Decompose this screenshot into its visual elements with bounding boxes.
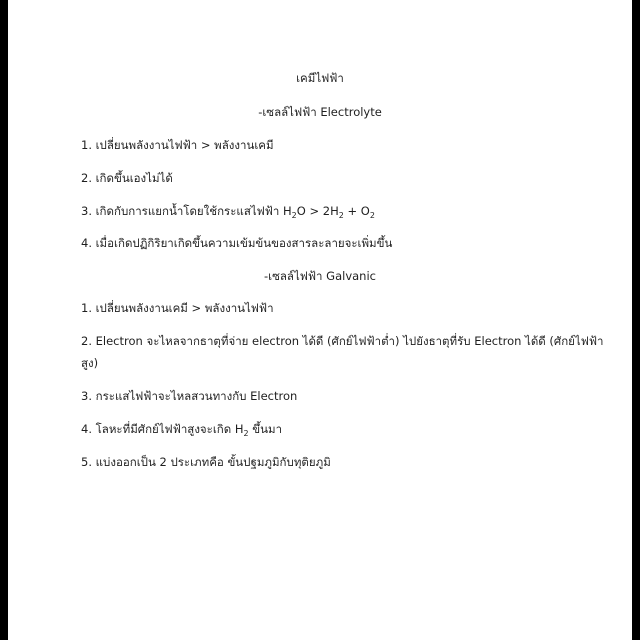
- electrolyte-item-4: 4. เมื่อเกิดปฏิกิริยาเกิดขึ้นความเข้มข้นของสารละลายจะเพิ่มขึ้น: [81, 236, 393, 250]
- electrolyte-item-2: 2. เกิดขึ้นเองไม่ได้: [81, 171, 173, 185]
- electrolyte-item-3-text: 3. เกิดกับการแยกน้ำโดยใช้กระแสไฟฟ้า H: [81, 204, 292, 218]
- formula-middle: O > 2H: [296, 204, 339, 218]
- left-black-border: [0, 0, 8, 640]
- galvanic-item-2-continued: สูง): [81, 356, 99, 370]
- section-heading-galvanic: -เซลล์ไฟฟ้า Galvanic: [264, 269, 376, 283]
- galvanic-item-5: 5. แบ่งออกเป็น 2 ประเภทคือ ขั้นปฐมภูมิกับทุติยภูมิ: [81, 455, 331, 469]
- formula-plus-o: + O: [343, 204, 370, 218]
- galvanic-item-4-tail: ขึ้นมา: [248, 422, 283, 436]
- formula-sub-h2o: 2: [291, 211, 297, 220]
- galvanic-item-4: [81, 421, 282, 437]
- formula-sub-o2: 2: [369, 211, 375, 220]
- document-page: [8, 0, 632, 640]
- electrolyte-item-1: 1. เปลี่ยนพลังงานไฟฟ้า > พลังงานเคมี: [81, 138, 274, 152]
- section-heading-electrolyte: -เซลล์ไฟฟ้า Electrolyte: [258, 105, 382, 119]
- right-black-border: [632, 0, 640, 640]
- galvanic-item-1: 1. เปลี่ยนพลังงานเคมี > พลังงานไฟฟ้า: [81, 301, 274, 315]
- document-title: เคมีไฟฟ้า: [296, 71, 344, 85]
- galvanic-item-2: 2. Electron จะไหลจากธาตุที่จ่าย electron ได้ดี (ศักย์ไฟฟ้าต่ำ) ไปยังธาตุที่รับ Electron ได้ดี (ศักย์ไฟฟ้า: [81, 334, 604, 348]
- galvanic-item-4-text: 4. โลหะที่มีศักย์ไฟฟ้าสูงจะเกิด H: [81, 422, 244, 436]
- electrolyte-item-3: [81, 203, 375, 219]
- formula-sub-2h2: 2: [338, 211, 344, 220]
- formula-sub-h2: 2: [243, 429, 249, 438]
- galvanic-item-3: 3. กระแสไฟฟ้าจะไหลสวนทางกับ Electron: [81, 389, 298, 403]
